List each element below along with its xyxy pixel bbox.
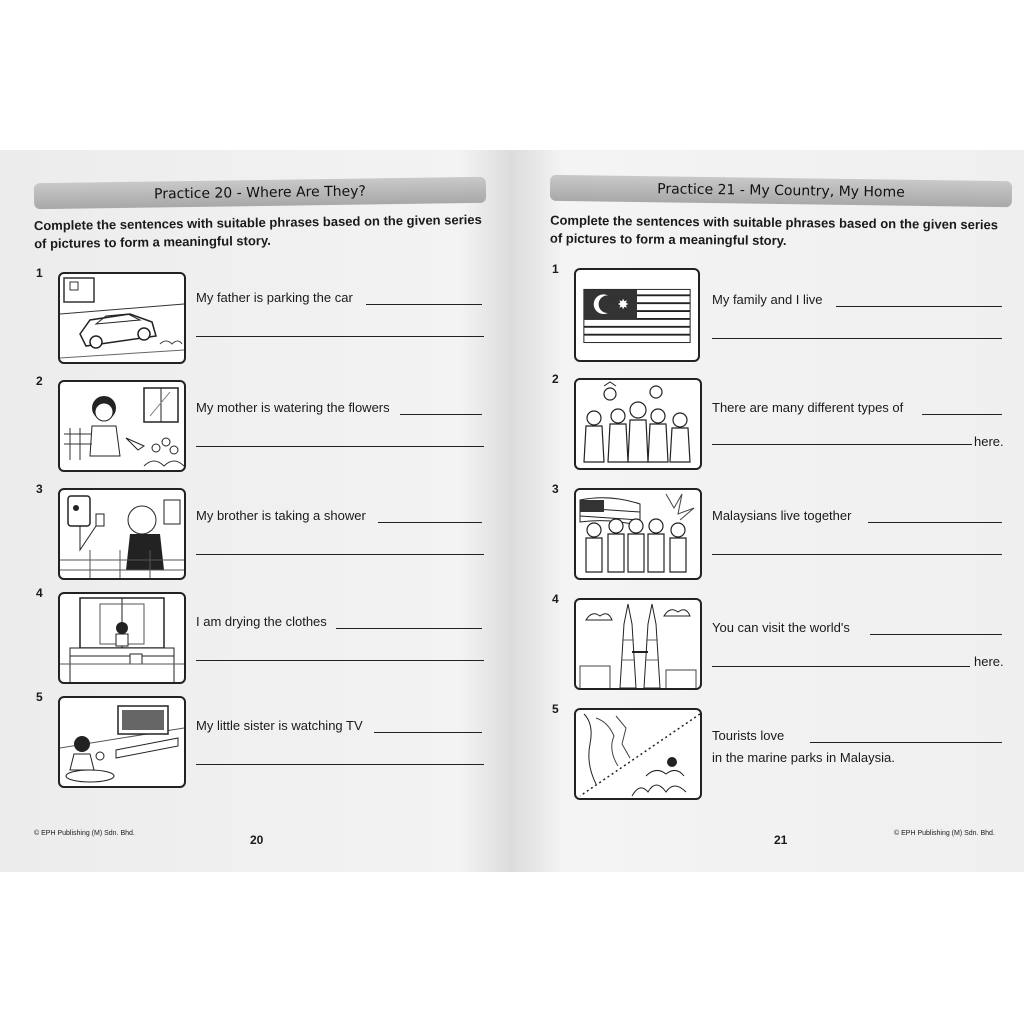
answer-line[interactable]: [196, 336, 484, 337]
answer-line[interactable]: [810, 742, 1002, 743]
left-sentence-3: My brother is taking a shower: [196, 508, 366, 523]
answer-line[interactable]: [196, 764, 484, 765]
left-sentence-2: My mother is watering the flowers: [196, 400, 390, 415]
svg-text:✸: ✸: [617, 297, 629, 314]
answer-line[interactable]: [870, 634, 1002, 635]
left-question-2: [36, 374, 496, 474]
question-number: 3: [552, 482, 559, 496]
right-instructions: Complete the sentences with suitable phrases based on the given series of pictures to form a meaningful story.: [549, 212, 999, 249]
left-page: [0, 150, 512, 872]
answer-line[interactable]: [922, 414, 1002, 415]
left-question-4: [36, 586, 496, 686]
answer-line[interactable]: [868, 522, 1002, 523]
question-number: 5: [552, 702, 559, 716]
marine-park-picture: [574, 708, 702, 800]
question-number: 3: [36, 482, 43, 496]
practice-20-banner: Practice 20 - Where Are They?: [34, 177, 486, 209]
right-question-2: [552, 372, 1012, 472]
right-sentence-2: There are many different types of: [712, 400, 904, 415]
answer-line[interactable]: [712, 666, 970, 667]
answer-line[interactable]: [196, 554, 484, 555]
answer-line[interactable]: [712, 444, 972, 445]
question-number: 4: [36, 586, 43, 600]
page-number-21: 21: [774, 833, 788, 847]
watering-flowers-picture: [58, 380, 186, 472]
right-question-1: [552, 262, 1012, 362]
left-question-3: [36, 482, 496, 582]
question-number: 4: [552, 592, 559, 606]
right-sentence-5-line2: in the marine parks in Malaysia.: [712, 750, 895, 765]
answer-line[interactable]: [374, 732, 482, 733]
diverse-people-picture: [574, 378, 702, 470]
answer-line[interactable]: [712, 554, 1002, 555]
answer-line[interactable]: [336, 628, 482, 629]
right-sentence-3: Malaysians live together: [712, 508, 852, 523]
practice-21-banner: Practice 21 - My Country, My Home: [550, 175, 1012, 207]
question-number: 5: [36, 690, 43, 704]
left-question-1: [36, 266, 496, 366]
twin-towers-picture: [574, 598, 702, 690]
right-page: [512, 150, 1024, 872]
left-instructions: Complete the sentences with suitable phrases based on the given series of pictures to form a meaningful story.: [33, 211, 482, 252]
watching-tv-picture: [58, 696, 186, 788]
left-question-5: [36, 690, 496, 790]
question-number: 2: [552, 372, 559, 386]
malaysians-flag-picture: [574, 488, 702, 580]
right-sentence-4: You can visit the world's: [712, 620, 850, 635]
answer-line[interactable]: [196, 660, 484, 661]
question-number: 1: [36, 266, 43, 280]
answer-line[interactable]: [378, 522, 482, 523]
right-question-5: [552, 702, 1012, 802]
shower-picture: [58, 488, 186, 580]
answer-line[interactable]: [366, 304, 482, 305]
right-sentence-5: Tourists love: [712, 728, 785, 743]
left-publisher: © EPH Publishing (M) Sdn. Bhd.: [34, 830, 135, 837]
right-question-3: [552, 482, 1012, 582]
left-sentence-5: My little sister is watching TV: [196, 718, 363, 733]
book-spread: [0, 150, 1024, 872]
malaysia-flag-picture: [574, 268, 700, 362]
left-sentence-1: My father is parking the car: [196, 290, 353, 305]
question-number: 1: [552, 262, 559, 276]
answer-line[interactable]: [712, 338, 1002, 339]
drying-clothes-picture: [58, 592, 186, 684]
page-number-20: 20: [250, 833, 264, 847]
answer-line[interactable]: [196, 446, 484, 447]
answer-line[interactable]: [836, 306, 1002, 307]
right-suffix-2: here.: [974, 434, 1004, 449]
right-publisher: © EPH Publishing (M) Sdn. Bhd.: [894, 830, 995, 837]
right-suffix-4: here.: [974, 654, 1004, 669]
car-parking-picture: [58, 272, 186, 364]
answer-line[interactable]: [400, 414, 482, 415]
right-question-4: [552, 592, 1012, 692]
question-number: 2: [36, 374, 43, 388]
left-sentence-4: I am drying the clothes: [196, 614, 327, 629]
right-sentence-1: My family and I live: [712, 292, 823, 307]
